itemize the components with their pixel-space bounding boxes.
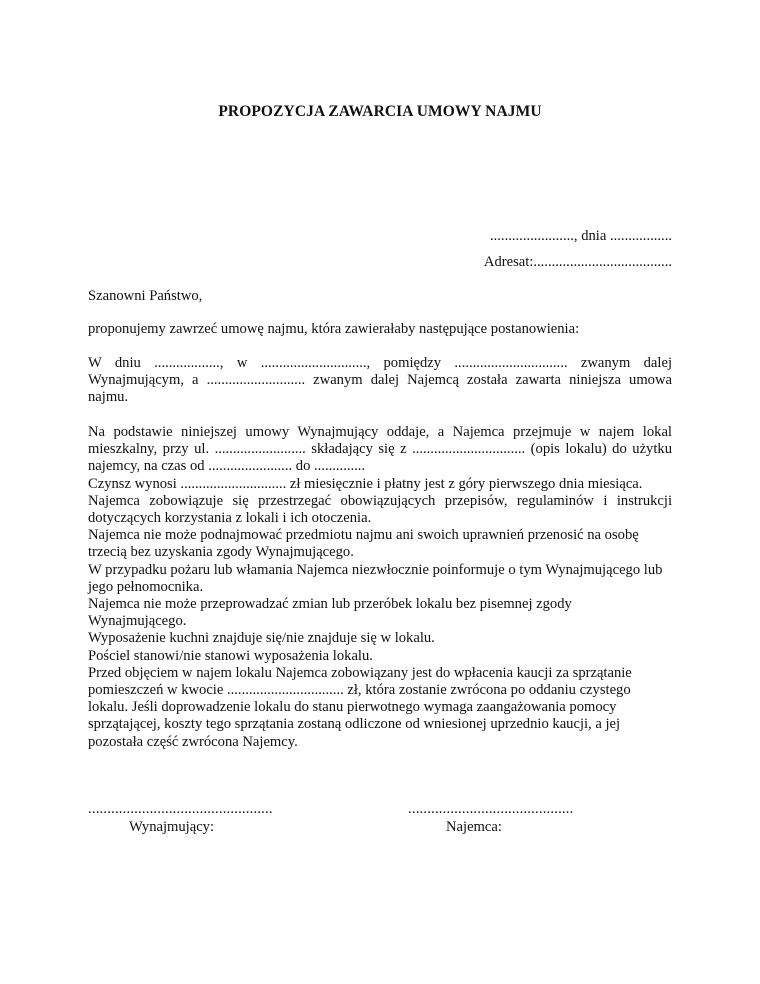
intro-sentence: proponujemy zawrzeć umowę najmu, która zawierałaby następujące postanowienia: — [88, 321, 580, 337]
term-sublet: Najemca nie może podnajmować przedmiotu najmu ani swoich uprawnień przenosić na osobę trzecią bez uzyskania zgody Wynajmującego. — [88, 527, 639, 561]
terms-section — [88, 424, 672, 751]
tenant-signature-line: ........................................... — [408, 801, 574, 817]
term-cleaning-deposit: Przed objęciem w najem lokalu Najemca zobowiązany jest do wpłacenia kaucji za sprzątanie pomieszczeń w kwocie ................................ zł, która zostanie zwrócona po oddaniu czystego lokalu. Jeśli doprowadzenie lokalu do stanu pierwotnego wymaga zaangażowania pomocy sprzątającej, koszty tego sprzątania zostaną odliczone od wniesionej uprzednio kaucji, a jej pozostała część zwrócona Najemcy. — [88, 664, 632, 750]
landlord-signature-line: ................................................ — [88, 801, 273, 817]
place-and-date-line: ......................., dnia ................. — [489, 228, 672, 244]
term-bedding: Pościel stanowi/nie stanowi wyposażenia lokalu. — [88, 647, 373, 664]
term-fire-burglary: W przypadku pożaru lub włamania Najemca niezwłocznie poinformuje o tym Wynajmującego lub jego pełnomocnika. — [88, 561, 663, 595]
term-alterations: Najemca nie może przeprowadzać zmian lub przeróbek lokalu bez pisemnej zgody Wynajmującego. — [88, 596, 572, 630]
term-regulations: Najemca zobowiązuje się przestrzegać obowiązujących przepisów, regulaminów i instrukcji dotyczących korzystania z lokali i ich otoczenia. — [88, 492, 672, 527]
term-rent: Czynsz wynosi ............................. zł miesięcznie i płatny jest z góry pierwszego dnia miesiąca. — [88, 475, 643, 492]
salutation: Szanowni Państwo, — [88, 288, 203, 304]
parties-paragraph: W dniu .................., w ............................., pomiędzy ............................... zwanym dalej Wynajmującym, a ........................... zwanym dalej Najemcą została zawarta niniejsza umowa najmu. — [88, 355, 672, 406]
term-lease-object: Na podstawie niniejszej umowy Wynajmujący oddaje, a Najemca przejmuje w najem lokal mieszkalny, przy ul. ......................... składający się z ............................... (opis lokalu) do użytku najemcy, na czas od ....................... do .............. — [88, 424, 672, 475]
landlord-signature-label: Wynajmujący: — [129, 819, 215, 835]
term-kitchen-equipment: Wyposażenie kuchni znajduje się/nie znajduje się w lokalu. — [88, 630, 435, 647]
tenant-signature-label: Najemca: — [446, 819, 502, 835]
addressee-line: Adresat:...................................... — [483, 254, 672, 270]
document-title: PROPOZYCJA ZAWARCIA UMOWY NAJMU — [218, 103, 542, 120]
